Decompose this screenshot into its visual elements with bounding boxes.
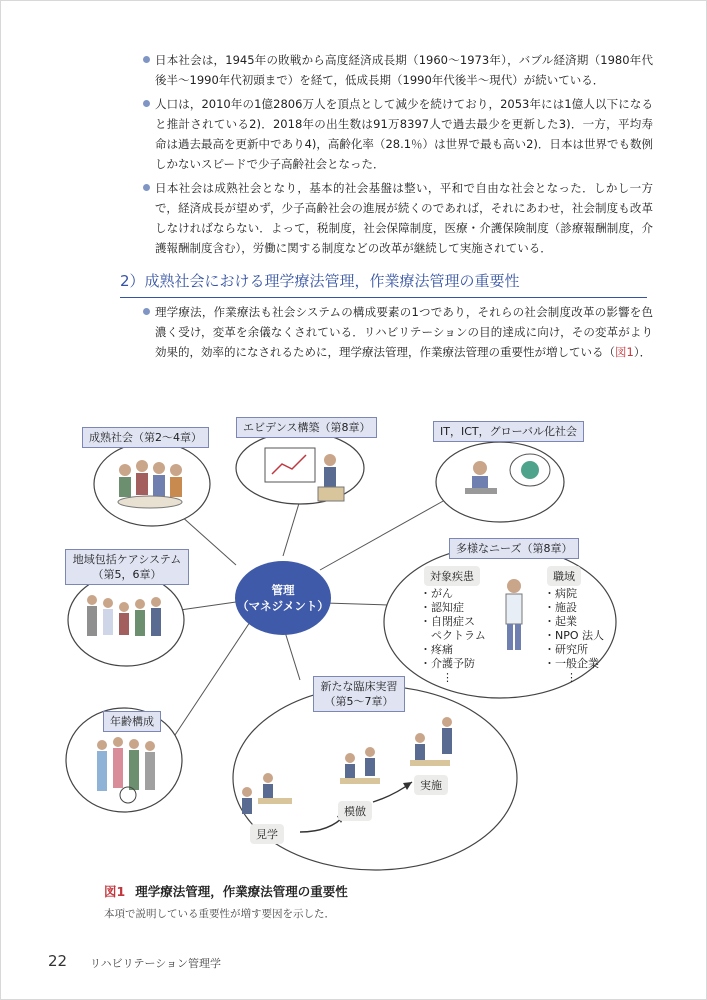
disease-item: ・認知症: [420, 601, 464, 614]
field-item: ・起業: [544, 615, 577, 628]
figure-caption: [104, 882, 348, 900]
field-item: ・研究所: [544, 643, 588, 656]
section-heading: 2）成熟社会における理学療法管理，作業療法管理の重要性: [120, 270, 647, 298]
needs-fields-heading: 職域: [547, 566, 581, 586]
label-clinical-practice: [313, 676, 405, 712]
label-evidence: エビデンス構築（第8章）: [236, 417, 377, 438]
disease-item: ・疼痛: [420, 643, 453, 656]
label-community-care: [65, 549, 189, 585]
body-text: 理学療法，作業療法も社会システムの構成要素の1つであり，それらの社会制度改革の影響を色濃く受け，変革を余儀なくされている．リハビリテーションの目的達成に向け，その変革がより効果的，効率的になされるために，理学療法管理，作業療法管理の重要性が増している（: [155, 305, 653, 359]
step-perform: 実施: [414, 775, 448, 795]
label-mature-society: 成熟社会（第2～4章）: [82, 427, 209, 448]
center-label: [235, 582, 331, 614]
step-imitate: 模倣: [338, 801, 372, 821]
needs-fields-list: [544, 587, 604, 685]
field-item: ⋮: [544, 671, 577, 684]
disease-item: ・自閉症ス: [420, 615, 475, 628]
disease-item: ・がん: [420, 587, 453, 600]
label-clinical-line1: 新たな臨床実習: [320, 680, 398, 693]
bullet-history: 日本社会は，1945年の敗戦から高度経済成長期（1960～1973年），バブル経済期（1980年代後半～1990年代初頭まで）を経て，低成長期（1990年代後半～現代）が続いている．: [143, 50, 653, 90]
center-line1: 管理: [271, 583, 295, 597]
label-age-structure: 年齢構成: [103, 711, 161, 732]
label-community-line1: 地域包括ケアシステム: [72, 553, 182, 566]
label-it-ict: IT，ICT，グローバル化社会: [433, 421, 584, 442]
body-text-end: ）．: [633, 345, 652, 359]
label-diverse-needs: 多様なニーズ（第8章）: [449, 538, 579, 559]
field-item: ・病院: [544, 587, 577, 600]
bullet-mature-society: 日本社会は成熟社会となり，基本的社会基盤は整い，平和で自由な社会となった．しかし一方で，経済成長が望めず，少子高齢社会の進展が続くのであれば，それにあわせ，社会制度も改革しなければならない．よって，税制度，社会保障制度，医療・介護保険制度（診療報酬制度，介護報酬制度含む），労働に関する制度などの改革が継続して実施されている．: [143, 178, 653, 258]
center-line2: （マネジメント）: [237, 599, 329, 613]
figure-description: 本項で説明している重要性が増す要因を示した．: [104, 908, 335, 920]
field-item: ・施設: [544, 601, 577, 614]
field-item: ・NPO 法人: [544, 629, 605, 642]
disease-item: ⋮: [420, 671, 453, 684]
needs-diseases-heading: 対象疾患: [424, 566, 480, 586]
disease-item: ペクトラム: [420, 629, 486, 642]
figure-number: 図1: [104, 884, 126, 899]
disease-item: ・介護予防: [420, 657, 475, 670]
figure-reference[interactable]: 図1: [615, 345, 634, 359]
label-community-line2: （第5，6章）: [92, 568, 162, 581]
label-clinical-line2: （第5～7章）: [324, 695, 394, 708]
needs-diseases-list: [420, 587, 486, 685]
bullet-population: 人口は，2010年の1億2806万人を頂点として減少を続けており，2053年には1億人以下になると推計されている2)．2018年の出生数は91万8397人で過去最少を更新した3)．一方，平均寿命は過去最高を更新中であり4)，高齢化率（28.1％）は世界で最も高い2)．日本は世界でも数例しかないスピードで少子高齢社会となった．: [143, 94, 653, 174]
page-number: 22: [48, 952, 68, 970]
field-item: ・一般企業: [544, 657, 599, 670]
figure-title: 理学療法管理，作業療法管理の重要性: [135, 884, 348, 899]
step-observe: 見学: [250, 824, 284, 844]
running-title: リハビリテーション管理学: [90, 957, 222, 970]
